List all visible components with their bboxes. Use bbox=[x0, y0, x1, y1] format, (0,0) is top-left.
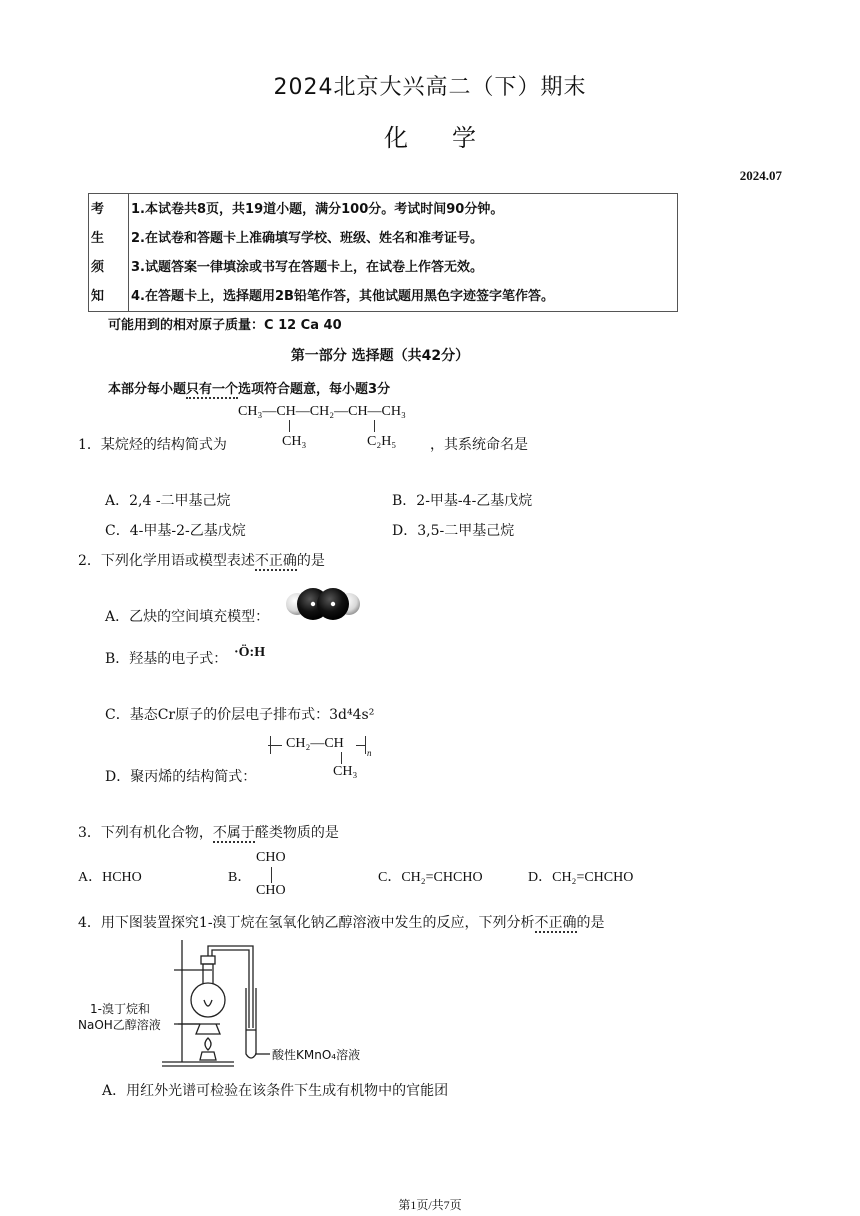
notice-side-char: 须 bbox=[91, 260, 105, 275]
polymer-bracket-right bbox=[362, 736, 366, 754]
notice-side-label bbox=[89, 194, 129, 311]
q2-option-a: A．乙炔的空间填充模型： bbox=[105, 609, 270, 625]
q1-option-c: C．4-甲基-2-乙基戊烷 bbox=[105, 523, 246, 539]
q1-option-d: D．3,5-二甲基己烷 bbox=[392, 523, 515, 539]
round-bottom-flask bbox=[191, 983, 225, 1017]
q1-option-a: A．2,4 -二甲基己烷 bbox=[105, 493, 231, 509]
carbon-highlight bbox=[331, 602, 335, 606]
q1-bond-line bbox=[289, 420, 290, 432]
q1-stem-pre: 1．某烷烃的结构简式为 bbox=[78, 437, 227, 453]
polymer-branch-bond bbox=[341, 752, 342, 764]
polypropylene-methyl: CH₃ bbox=[333, 764, 358, 779]
lamp-flame bbox=[205, 1038, 211, 1050]
q4-option-a: A．用红外光谱可检验在该条件下生成有机物中的官能团 bbox=[102, 1083, 449, 1099]
q4-stem-pre: 4．用下图装置探究1-溴丁烷在氢氧化钠乙醇溶液中发生的反应，下列分析 bbox=[78, 915, 535, 931]
q3-stem-post: 醛类物质的是 bbox=[254, 825, 339, 841]
notice-side-char: 考 bbox=[91, 202, 105, 217]
notice-rule: 2.在试卷和答题卡上准确填写学校、班级、姓名和准考证号。 bbox=[131, 231, 483, 246]
test-tube bbox=[246, 988, 256, 1058]
q1-branch-methyl: CH₃ bbox=[282, 434, 307, 449]
q4-stem-emphasis: 不正确 bbox=[534, 915, 577, 931]
stopper bbox=[201, 956, 215, 964]
polymer-bond-left bbox=[268, 745, 282, 746]
polymer-degree-n: n bbox=[367, 748, 372, 758]
q1-structure-main: CH₃—CH—CH₂—CH—CH₃ bbox=[238, 404, 406, 419]
instr-pre: 本部分每小题 bbox=[108, 382, 187, 397]
notice-box bbox=[88, 193, 678, 312]
instr-emphasis: 只有一个 bbox=[186, 382, 239, 397]
part1-instructions bbox=[108, 378, 390, 397]
acetylene-space-filling-model bbox=[284, 584, 362, 624]
polypropylene-main-chain: CH₂—CH bbox=[286, 736, 344, 751]
alcohol-lamp bbox=[200, 1052, 216, 1060]
q3-stem bbox=[78, 822, 339, 842]
notice-side-char: 知 bbox=[91, 289, 105, 304]
q2-option-d: D．聚丙烯的结构简式： bbox=[105, 769, 257, 785]
q1-bond-line bbox=[374, 420, 375, 432]
q3-option-b-bond bbox=[271, 867, 272, 883]
q3-option-b-label: B． bbox=[228, 870, 252, 885]
flask-neck bbox=[203, 964, 213, 984]
liquid-surface bbox=[204, 1000, 212, 1006]
q4-stem bbox=[78, 912, 605, 932]
q3-option-a: A．HCHO bbox=[78, 870, 142, 885]
apparatus-label-kmno4: 酸性KMnO₄溶液 bbox=[272, 1048, 361, 1062]
q3-option-c: C．CH₂=CHCHO bbox=[378, 870, 483, 885]
hydroxyl-electron-formula: ·Ö:H bbox=[234, 645, 266, 660]
q3-option-b-bottom: CHO bbox=[256, 883, 286, 898]
q2-stem bbox=[78, 550, 325, 570]
notice-rule: 1.本试卷共8页，共19道小题，满分100分。考试时间90分钟。 bbox=[131, 202, 504, 217]
exam-date: 2024.07 bbox=[739, 168, 782, 183]
q1-option-b: B．2-甲基-4-乙基戊烷 bbox=[392, 493, 533, 509]
q1-stem-post: ，其系统命名是 bbox=[430, 437, 528, 453]
atomic-mass-note: 可能用到的相对原子质量：C 12 Ca 40 bbox=[108, 318, 342, 333]
q3-stem-emphasis: 不属于 bbox=[212, 825, 255, 841]
instr-post: 选项符合题意，每小题3分 bbox=[238, 382, 391, 397]
q2-option-c: C．基态Cr原子的价层电子排布式：3d⁴4s² bbox=[105, 707, 375, 723]
q2-stem-emphasis: 不正确 bbox=[254, 553, 297, 569]
q2-stem-pre: 2．下列化学用语或模型表述 bbox=[78, 553, 255, 569]
delivery-tube-inner bbox=[212, 950, 249, 1028]
subject-title: 化学 bbox=[384, 124, 520, 152]
part1-heading: 第一部分 选择题（共42分） bbox=[290, 348, 470, 364]
q1-branch-ethyl: C₂H₅ bbox=[367, 434, 397, 449]
q3-option-d: D．CH₂=CHCHO bbox=[528, 870, 634, 885]
carbon-highlight bbox=[311, 602, 315, 606]
apparatus-diagram bbox=[160, 938, 290, 1070]
page-footer: 第1页/共7页 bbox=[398, 1198, 462, 1212]
notice-side-char: 生 bbox=[91, 231, 105, 246]
q4-stem-post: 的是 bbox=[576, 915, 605, 931]
q2-option-b: B．羟基的电子式： bbox=[105, 651, 228, 667]
q3-option-b-top: CHO bbox=[256, 850, 286, 865]
page-title: 2024北京大兴高二（下）期末 bbox=[273, 75, 587, 100]
q3-stem-pre: 3．下列有机化合物， bbox=[78, 825, 213, 841]
wire-gauze bbox=[196, 1024, 220, 1034]
q2-stem-post: 的是 bbox=[296, 553, 325, 569]
apparatus-label-flask-2: NaOH乙醇溶液 bbox=[78, 1018, 161, 1032]
apparatus-label-flask-1: 1-溴丁烷和 bbox=[90, 1002, 150, 1016]
notice-rule: 3.试题答案一律填涂或书写在答题卡上，在试卷上作答无效。 bbox=[131, 260, 483, 275]
notice-rule: 4.在答题卡上，选择题用2B铅笔作答，其他试题用黑色字迹签字笔作答。 bbox=[131, 289, 554, 304]
